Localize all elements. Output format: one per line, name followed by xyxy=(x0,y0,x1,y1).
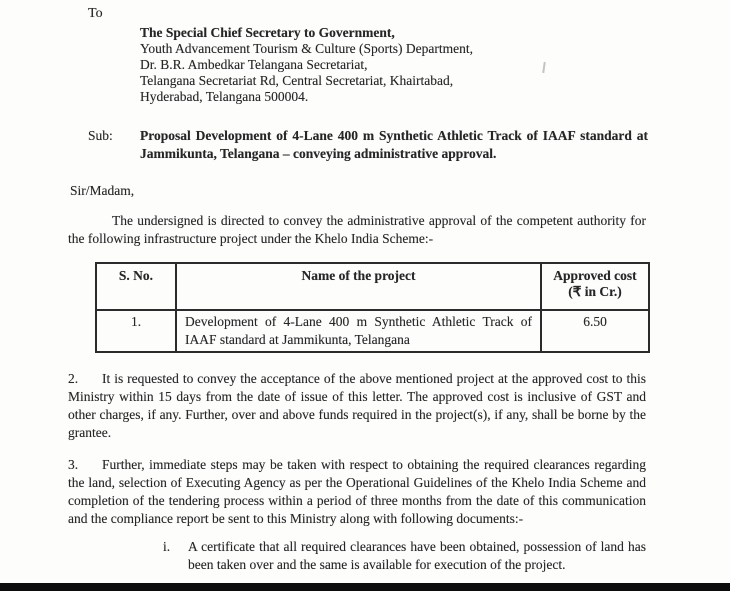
cell-project-name: Development of 4-Lane 400 m Synthetic Athletic Track of IAAF standard at Jammikunta, Telangana xyxy=(176,310,541,352)
table-row xyxy=(96,310,649,352)
paragraph-3-text: Further, immediate steps may be taken with respect to obtaining the required clearances regarding the land, selection of Executing Agency as per the Operational Guidelines of the Khelo India Scheme and completion of the tendering process within a period of three months from the date of this communication and the compliance report be sent to this Ministry along with following documents:- xyxy=(68,457,646,526)
recipient-to-label: To xyxy=(88,6,103,21)
paragraph-3 xyxy=(68,456,646,528)
table-header-row xyxy=(96,263,649,310)
paragraph-2-number: 2. xyxy=(68,371,79,386)
intro-paragraph: The undersigned is directed to convey the administrative approval of the competent authority for the following infrastructure project under the Khelo India Scheme:- xyxy=(68,213,646,246)
document-list-item-i xyxy=(163,538,646,574)
recipient-address xyxy=(140,25,660,105)
scan-bottom-bar xyxy=(0,583,730,591)
paragraph-2 xyxy=(68,370,646,442)
address-line: Dr. B.R. Ambedkar Telangana Secretariat, xyxy=(140,57,368,72)
table-header-name: Name of the project xyxy=(176,263,541,310)
list-item-text: A certificate that all required clearances have been obtained, possession of land has been taken over and the same is available for execution of the project. xyxy=(188,539,646,572)
paragraph-3-number: 3. xyxy=(68,457,79,472)
cell-approved-cost: 6.50 xyxy=(541,310,649,352)
paragraph-2-text: It is requested to convey the acceptance of the above mentioned project at the approved cost to this Ministry within 15 days from the date of issue of this letter. The approved cost is inclusive of GST and other charges, if any. Further, over and above funds required in the project(s), if any, shall be borne by the grantee. xyxy=(68,371,646,440)
approval-table xyxy=(95,262,650,353)
table-header-sno: S. No. xyxy=(96,263,176,310)
subject-row xyxy=(88,127,648,163)
address-line: Telangana Secretariat Rd, Central Secretariat, Khairtabad, xyxy=(140,73,454,88)
table-header-cost-line1: Approved cost xyxy=(553,268,637,283)
list-item-marker: i. xyxy=(163,539,171,554)
subject-label: Sub: xyxy=(88,128,113,143)
table-header-cost-line2: (₹ in Cr.) xyxy=(568,284,622,299)
salutation: Sir/Madam, xyxy=(70,183,135,198)
address-line: Hyderabad, Telangana 500004. xyxy=(140,89,309,104)
address-line: The Special Chief Secretary to Government, xyxy=(140,25,395,40)
address-line: Youth Advancement Tourism & Culture (Sports) Department, xyxy=(140,41,474,56)
subject-text: Proposal Development of 4-Lane 400 m Synthetic Athletic Track of IAAF standard at Jammikunta, Telangana – conveying administrative approval. xyxy=(140,128,648,161)
table-header-cost xyxy=(541,263,649,310)
cell-sno: 1. xyxy=(96,310,176,352)
